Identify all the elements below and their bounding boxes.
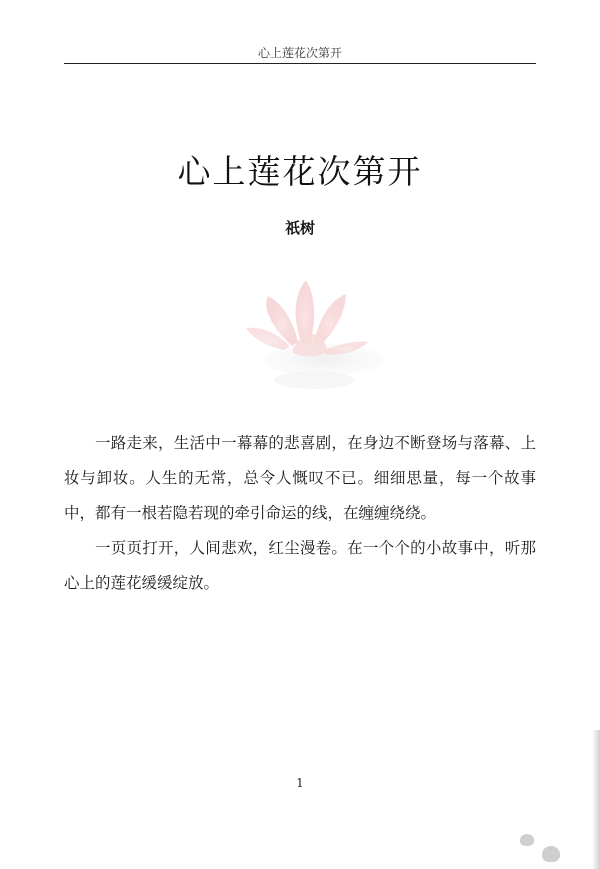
page-number: 1 — [296, 776, 304, 790]
lotus-flower-icon — [232, 268, 392, 398]
author-name: 祇树 — [284, 219, 315, 237]
decorative-mark — [542, 846, 560, 862]
book-title: 心上莲花次第开 — [177, 152, 423, 191]
paragraph: 一路走来，生活中一幕幕的悲喜剧，在身边不断登场与落幕、上妆与卸妆。人生的无常，总令人慨叹不已。细细思量，每一个故事中，都有一根若隐若现的牵引命运的线，在缠缠绕绕。 — [64, 434, 536, 522]
header-rule — [64, 63, 536, 64]
body-text — [64, 426, 536, 601]
running-header: 心上莲花次第开 — [257, 46, 342, 60]
paragraph: 一页页打开，人间悲欢，红尘漫卷。在一个个的小故事中，听那心上的莲花缓缓绽放。 — [64, 539, 536, 592]
decorative-mark — [520, 834, 534, 846]
page-edge-shadow — [592, 730, 600, 869]
